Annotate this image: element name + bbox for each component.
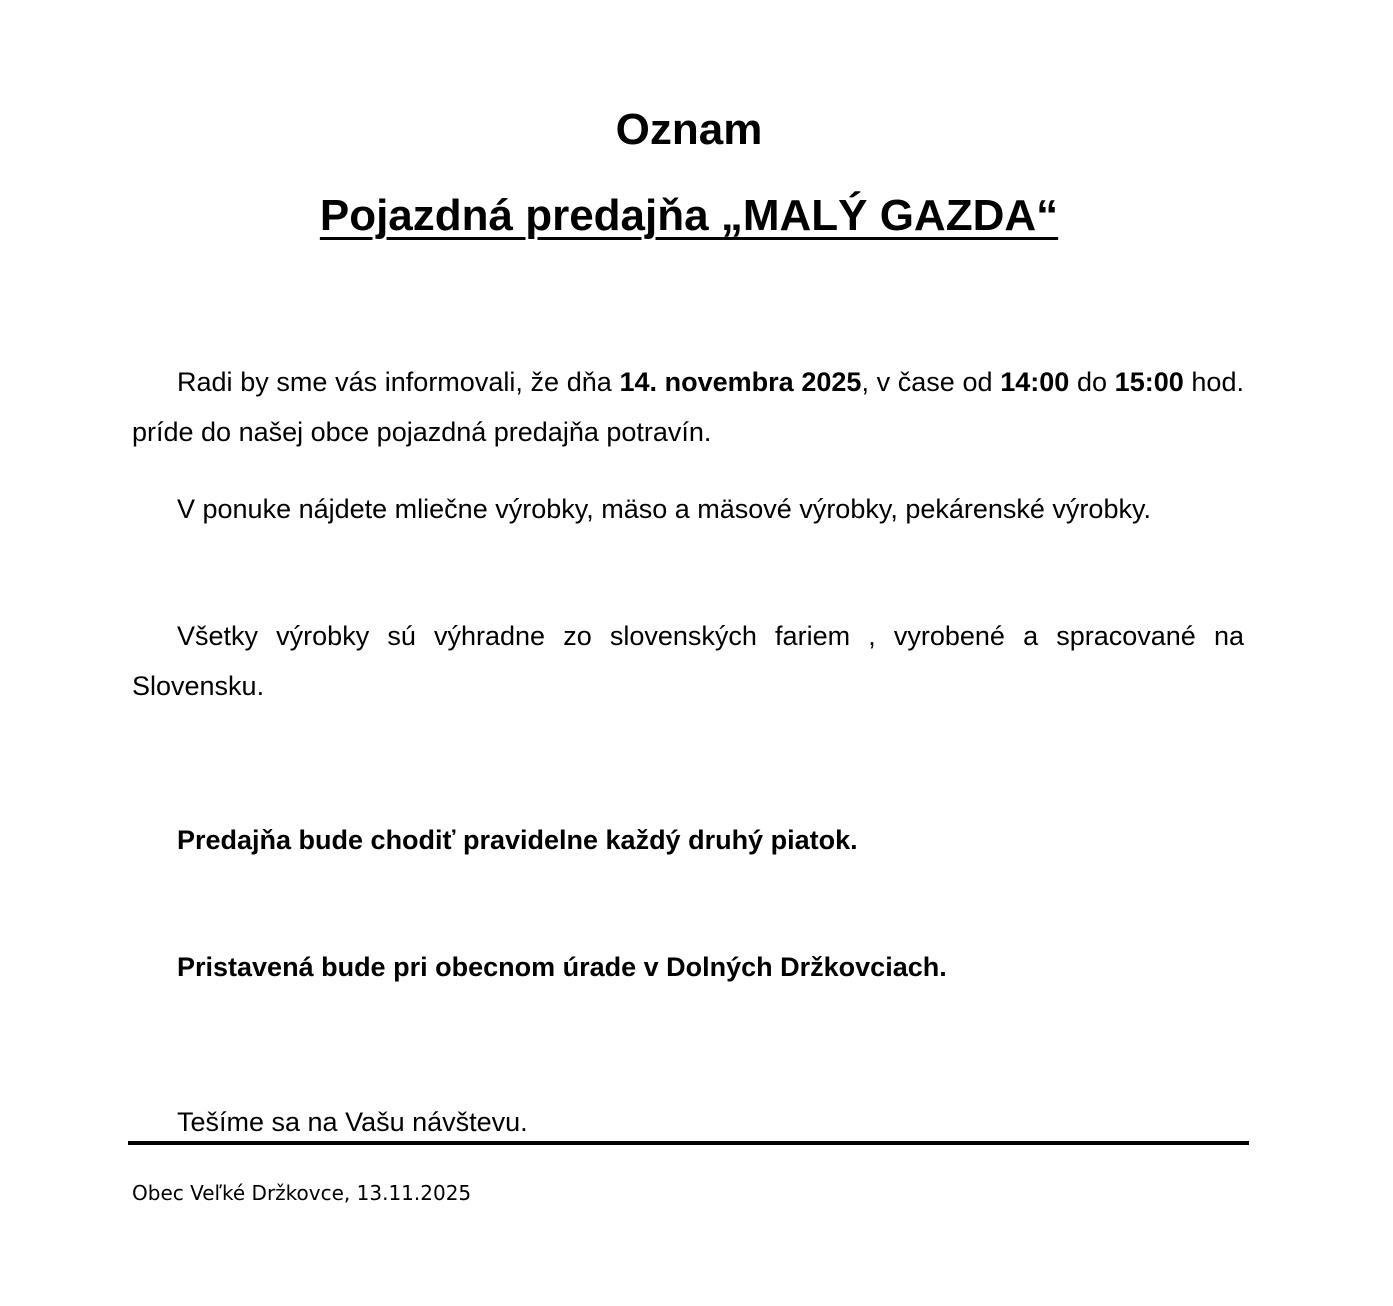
visit-date: 14. novembra 2025 [619, 367, 862, 397]
p1-text-1: Radi by sme vás informovali, že dňa [177, 367, 620, 397]
page-title: Oznam [615, 105, 763, 154]
paragraph-offer: V ponuke nájdete mliečne výrobky, mäso a mäsové výrobky, pekárenské výrobky. [177, 494, 1151, 524]
divider-line [128, 1141, 1249, 1145]
p1-text-3: do [1069, 367, 1115, 397]
time-from: 14:00 [1000, 367, 1070, 397]
paragraph-origin: Všetky výrobky sú výhradne zo slovenských fariem , vyrobené a spracované na Slovensku. [132, 621, 1244, 701]
p1-text-4: hod. príde do našej obce pojazdná predajňa potravín. [132, 367, 1244, 447]
paragraph-announcement [132, 357, 1244, 457]
closing-line: Tešíme sa na Vašu návštevu. [177, 1107, 528, 1137]
subtitle-text: Pojazdná predajňa „MALÝ GAZDA“ [319, 191, 1059, 240]
footer-signature: Obec Veľké Držkovce, 13.11.2025 [132, 1181, 472, 1205]
location-note: Pristavená bude pri obecnom úrade v Dolných Držkovciach. [177, 952, 947, 982]
schedule-note: Predajňa bude chodiť pravidelne každý druhý piatok. [177, 825, 858, 855]
p1-text-2: , v čase od [861, 367, 1001, 397]
page-subtitle [0, 186, 1378, 246]
time-to: 15:00 [1114, 367, 1184, 397]
